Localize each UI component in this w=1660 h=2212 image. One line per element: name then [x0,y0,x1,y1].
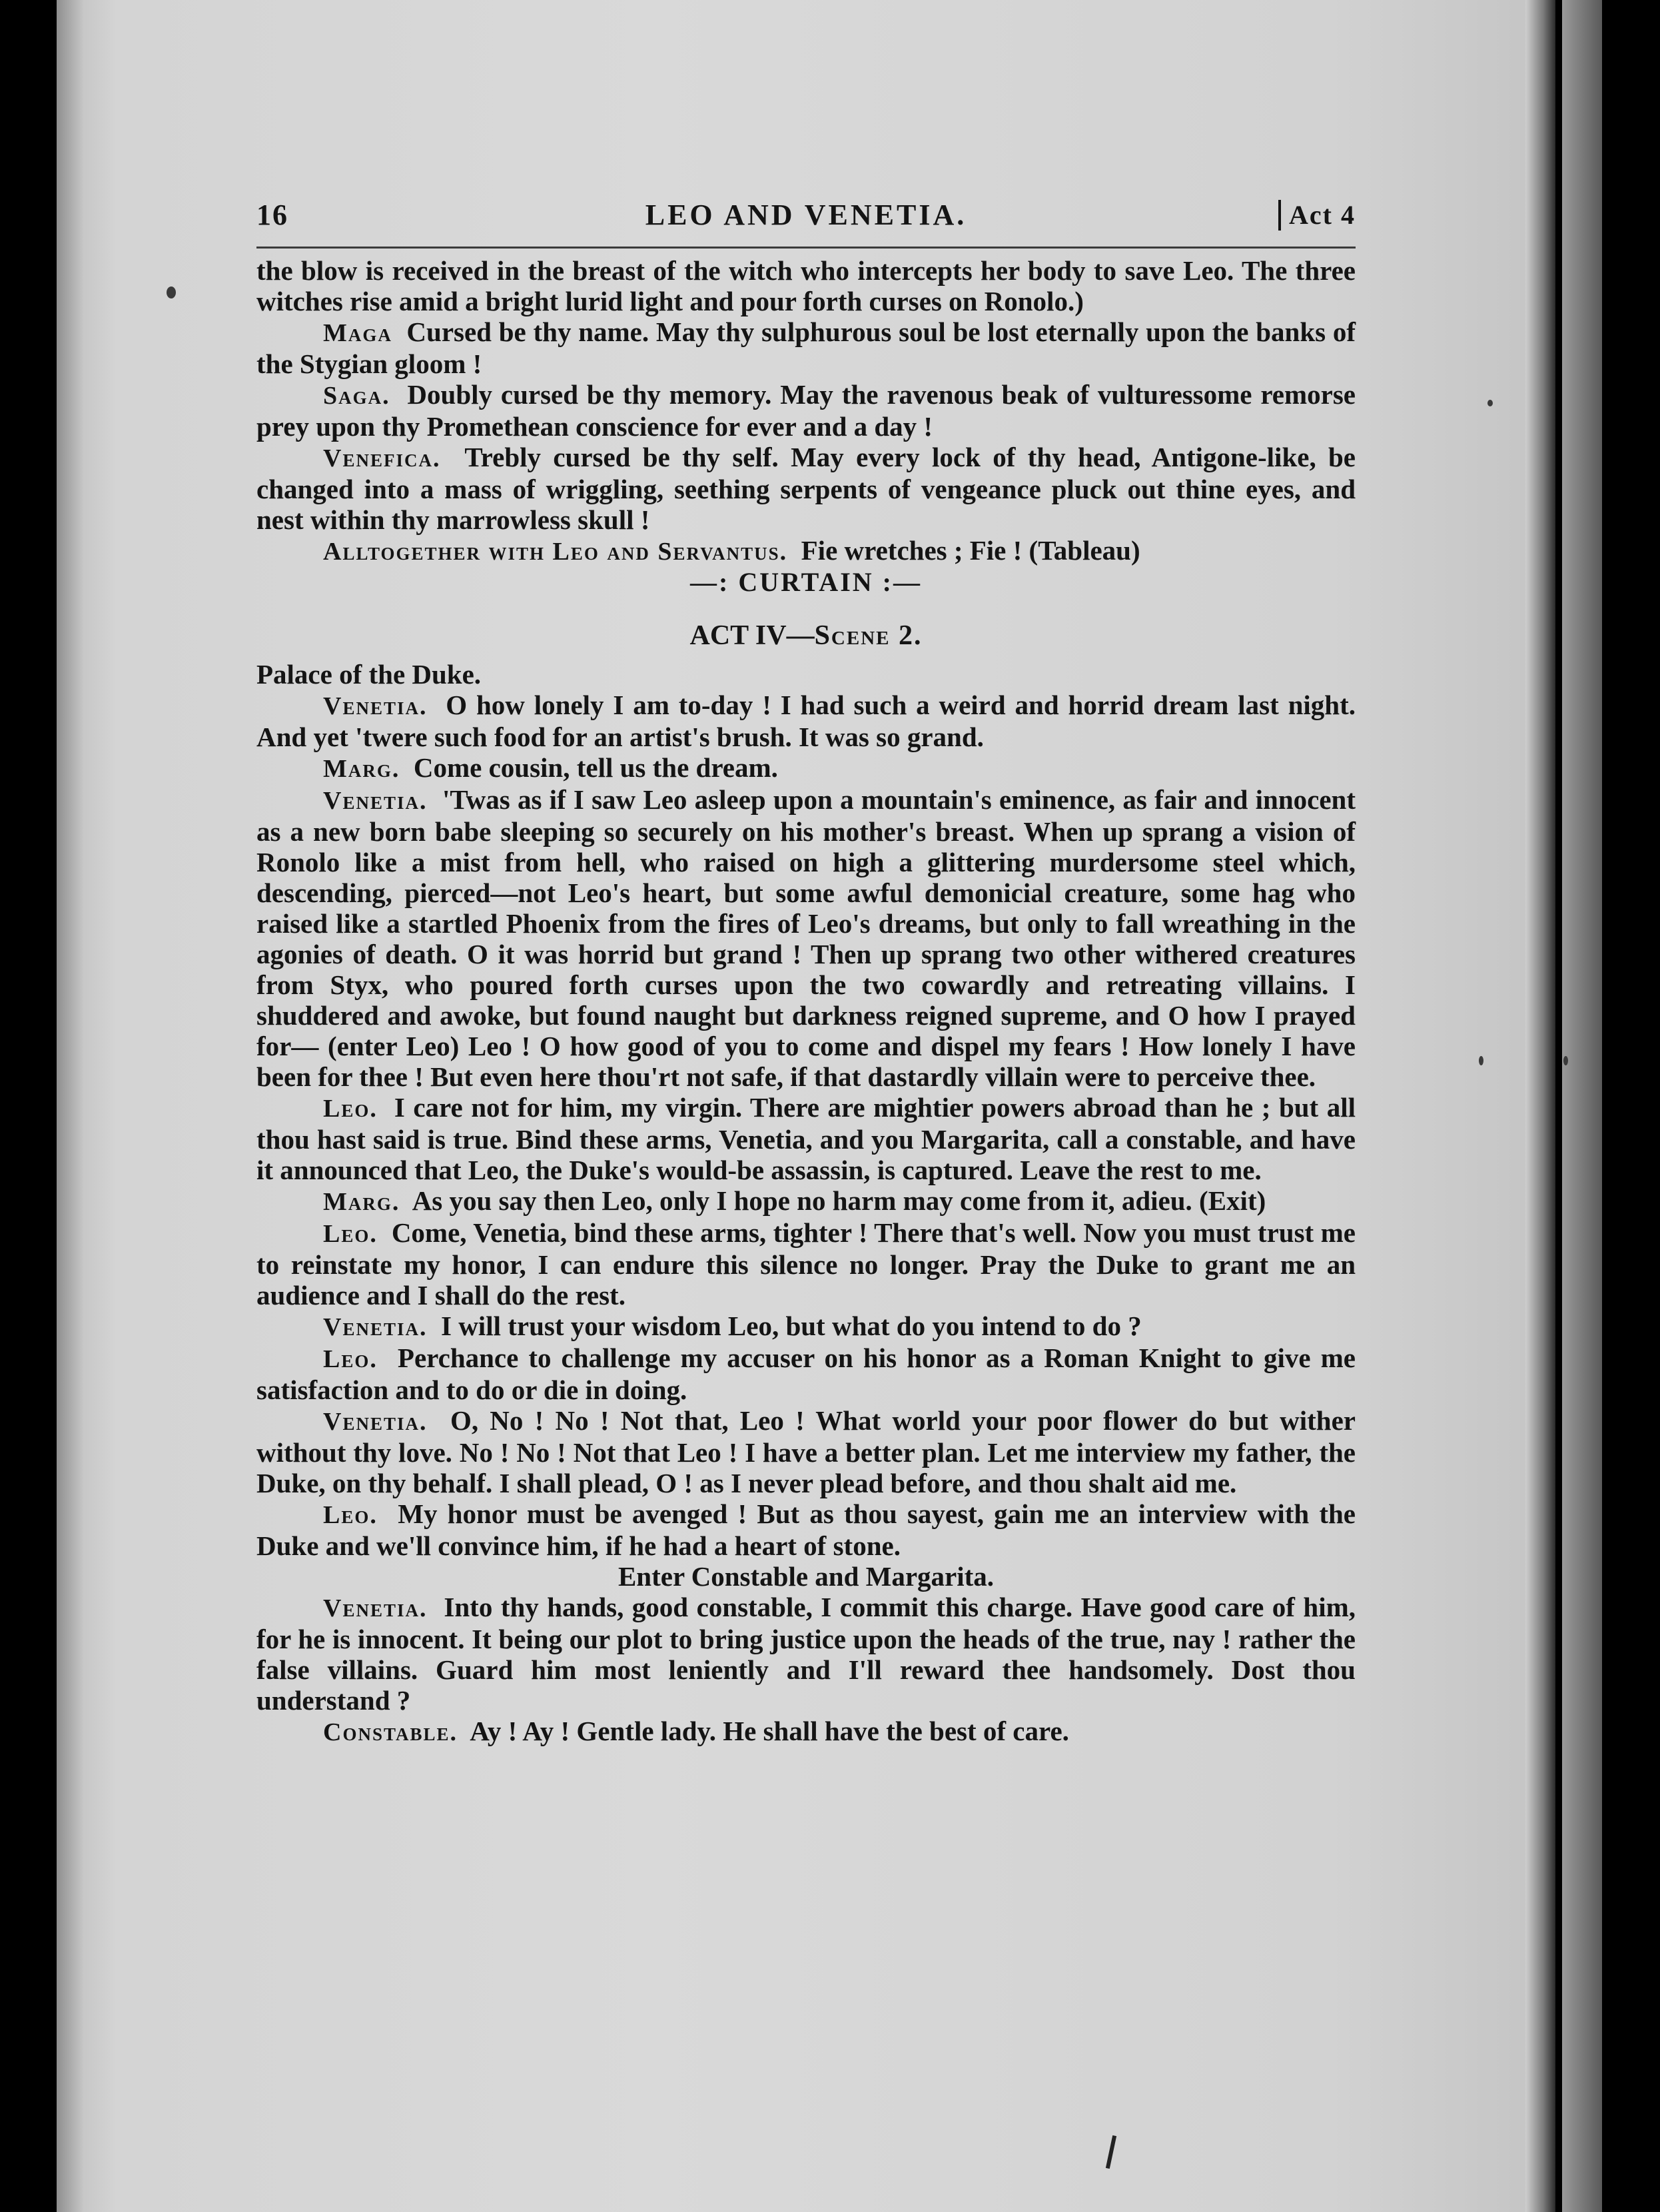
curtain-line: —: CURTAIN :— [690,567,922,597]
margin-speck [1563,1056,1568,1065]
speaker-name: Marg. [323,1188,400,1216]
speaker-name: Leo. [323,1220,378,1248]
dialogue-text: Cursed be thy name. May thy sulphurous soul be lost eternally upon the banks of the Stygian gloom ! [256,316,1356,379]
paragraph-text: the blow is received in the breast of the witch who intercepts her body to save Leo. The three witches rise amid a bright lurid light and pour forth curses on Ronolo.) [256,255,1356,316]
dialogue-paragraph [256,1592,1356,1716]
dialogue-paragraph [256,442,1356,535]
dialogue-text: Come cousin, tell us the dream. [413,752,778,783]
dialogue-text: I will trust your wisdom Leo, but what do you intend to do ? [440,1311,1142,1341]
dialogue-text: Perchance to challenge my accuser on his honor as a Roman Knight to give me satisfaction and to do or die in doing. [256,1343,1356,1405]
dialogue-text: Doubly cursed be thy memory. May the ravenous beak of vulturessome remorse prey upon thy Promethean conscience for ever and a day ! [256,379,1356,442]
speaker-name: Leo. [323,1095,378,1123]
page-left-edge [57,0,83,2212]
speaker-name: Maga [323,319,392,347]
speaker-name: Venetia. [323,692,428,720]
dialogue-paragraph [256,1716,1356,1748]
book-gutter [1525,0,1555,2212]
header-rule [256,247,1356,249]
dialogue-paragraph [256,1217,1356,1311]
dialogue-paragraph [256,535,1356,567]
adjacent-page-edge [1562,0,1602,2212]
dialogue-text: Ay ! Ay ! Gentle lady. He shall have the best of care. [470,1716,1069,1746]
act-number: ACT IV— [689,620,815,651]
dialogue-paragraph [256,379,1356,442]
speaker-name: Leo. [323,1501,378,1529]
speaker-name: Marg. [323,755,400,783]
scene-heading [256,620,1356,651]
act-label: Act 4 [1278,200,1356,231]
dialogue-paragraph [256,1343,1356,1405]
dialogue-text: Fie wretches ; Fie ! (Tableau) [801,535,1140,566]
dialogue-paragraph [256,784,1356,1092]
speaker-name: Venefica. [323,444,441,472]
scene-number: Scene 2. [814,620,923,651]
speaker-name: Saga. [323,382,390,410]
dialogue-text: O how lonely I am to-day ! I had such a weird and horrid dream last night. And yet 'twere such food for an artist's brush. It was so grand. [256,690,1356,752]
page-header [256,200,1356,247]
dialogue-paragraph [256,690,1356,752]
stage-direction: Enter Constable and Margarita. [618,1561,995,1592]
dialogue-paragraph [256,1185,1356,1217]
speaker-name: Venetia. [323,1313,428,1341]
page-number: 16 [256,199,288,231]
dialogue-text: Into thy hands, good constable, I commit this charge. Have good care of him, for he is innocent. It being our plot to bring justice upon the heads of the true, nay ! rather the false villains. Guard him most leniently and I'll reward thee handsomely. Dost thou understand ? [256,1592,1356,1716]
setting-text: Palace of the Duke. [256,659,482,690]
dialogue-text: Come, Venetia, bind these arms, tighter ! There that's well. Now you must trust me to reinstate my honor, I can endure this silence no longer. Pray the Duke to grant me an audience and I shall do the rest. [256,1217,1356,1311]
running-title: LEO AND VENETIA. [645,199,967,231]
speaker-name: Leo. [323,1345,378,1373]
dialogue-paragraph [256,1092,1356,1185]
dialogue-paragraph [256,1405,1356,1498]
dialogue-text: As you say then Leo, only I hope no harm may come from it, adieu. (Exit) [412,1185,1266,1216]
dialogue-paragraph [256,1498,1356,1561]
dialogue-paragraph [256,316,1356,379]
speaker-name: Alltogether with Leo and Servantus. [323,538,788,566]
dialogue-text: I care not for him, my virgin. There are mightier powers abroad than he ; but all thou hast said is true. Bind these arms, Venetia, and you Margarita, call a constable, and have it announced that Leo, the Duke's would-be assassin, is captured. Leave the rest to me. [256,1092,1356,1185]
dialogue-text: Trebly cursed be thy self. May every lock of thy head, Antigone-like, be changed into a mass of wriggling, seething serpents of vengeance pluck out thine eyes, and nest within thy marrowless skull ! [256,442,1356,535]
stage-direction-paragraph [256,255,1356,316]
speaker-name: Constable. [323,1718,458,1746]
speaker-name: Venetia. [323,1594,428,1622]
dialogue-text: 'Twas as if I saw Leo asleep upon a mountain's eminence, as fair and innocent as a new born babe sleeping so securely on his mother's breast. When up sprang a vision of Ronolo like a mist from hell, who raised on high a glittering murdersome steel which, descending, pierced—not Leo's heart, but some awful demonicial creature, some hag who raised like a startled Phoenix from the fires of Leo's dreams, but only to fall wreathing in the agonies of death. O it was horrid but grand ! Then up sprang two other withered creatures from Styx, who poured forth curses upon the two cowardly and retreating villains. I shuddered and awoke, but found naught but darkness reigned supreme, and O how I prayed for— (enter Leo) Leo ! O how good of you to come and dispel my fears ! How lonely I have been for thee ! But even here thou'rt not safe, if that dastardly villain were to perceive thee. [256,784,1356,1092]
margin-speck [1479,1056,1483,1065]
dialogue-text: My honor must be avenged ! But as thou sayest, gain me an interview with the Duke and we'll convince him, if he had a heart of stone. [256,1498,1356,1561]
margin-speck [167,286,176,298]
dialogue-text: O, No ! No ! Not that, Leo ! What world your poor flower do but wither without thy love. No ! No ! Not that Leo ! I have a better plan. Let me interview my father, the Duke, on thy behalf. I shall plead, O ! as I never plead before, and thou shalt aid me. [256,1405,1356,1498]
setting-line [256,659,1356,690]
page-text [256,200,1356,1748]
margin-speck [1487,400,1493,406]
dialogue-paragraph [256,752,1356,784]
speaker-name: Venetia. [323,1408,428,1436]
speaker-name: Venetia. [323,787,428,815]
dialogue-paragraph [256,1311,1356,1343]
